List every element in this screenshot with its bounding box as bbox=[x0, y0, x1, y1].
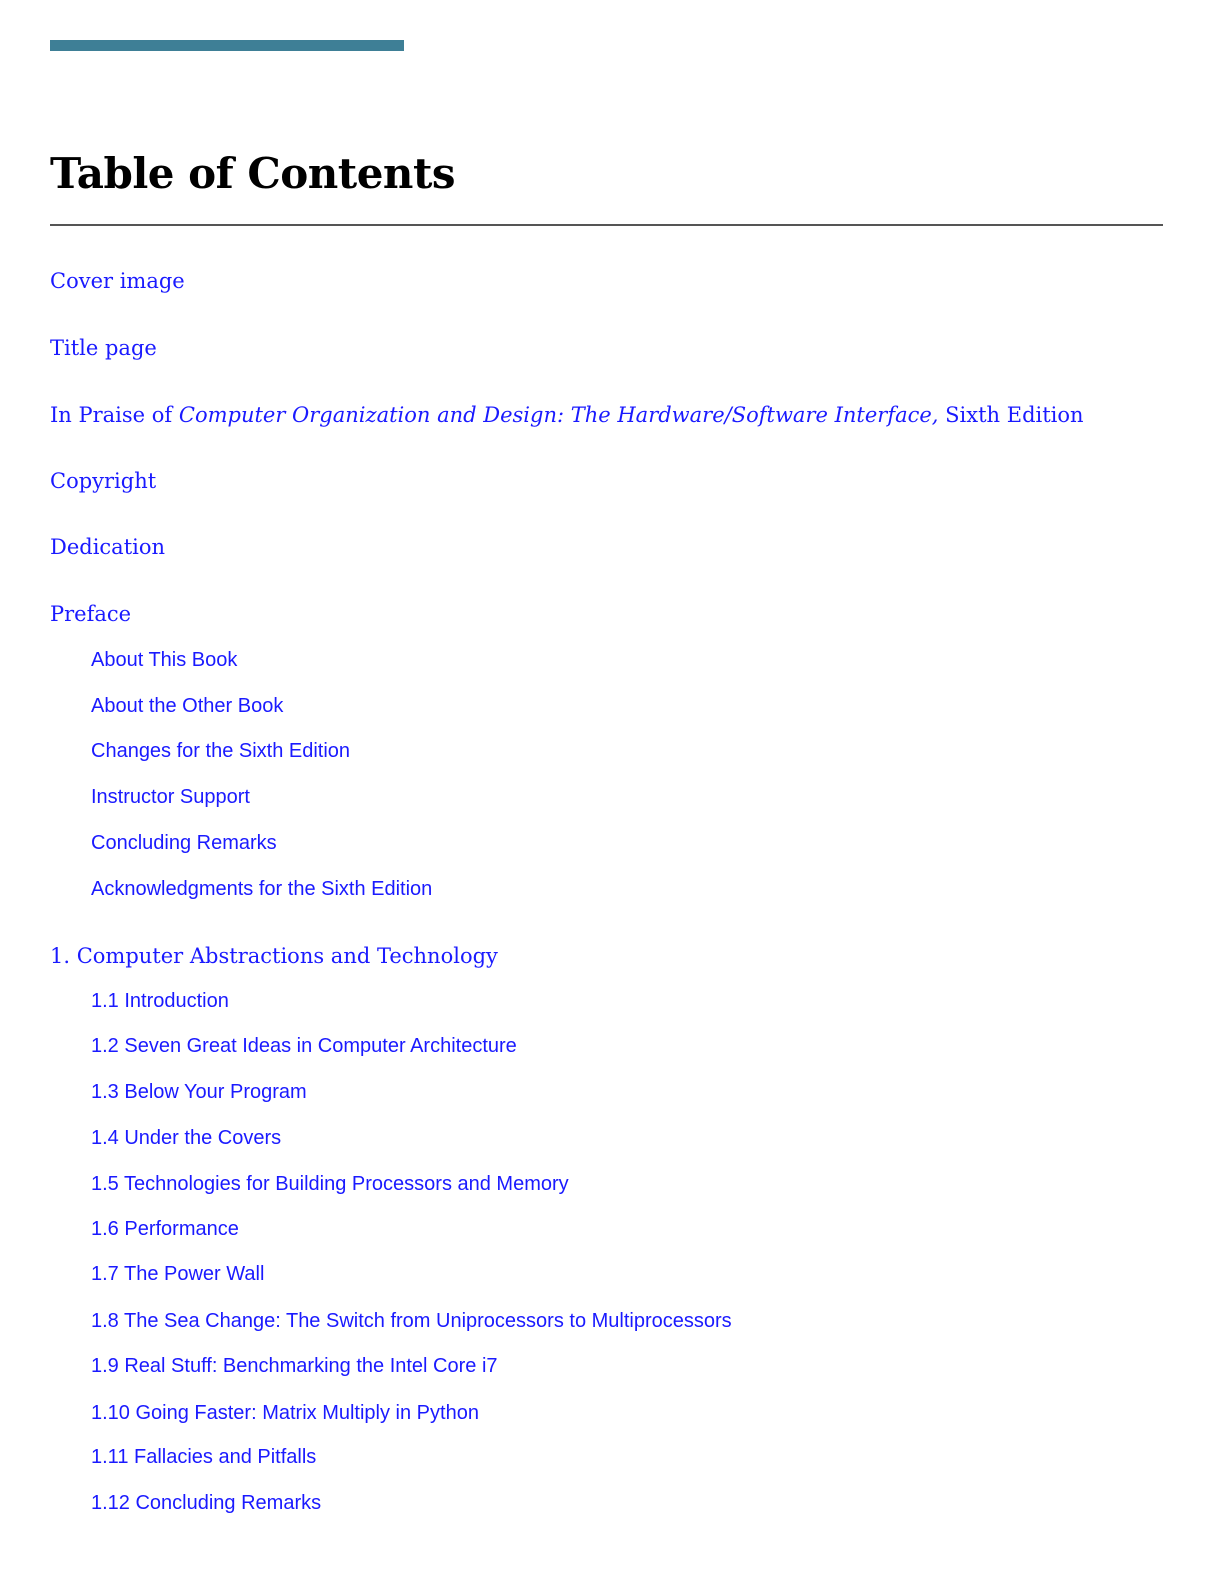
toc-link-in-praise-prefix: In Praise of bbox=[50, 403, 179, 427]
page-title: Table of Contents bbox=[50, 149, 455, 198]
toc-link-about-the-other-book[interactable]: About the Other Book bbox=[91, 695, 284, 717]
toc-link-1-2[interactable]: 1.2 Seven Great Ideas in Computer Architecture bbox=[91, 1035, 517, 1057]
toc-link-1-11[interactable]: 1.11 Fallacies and Pitfalls bbox=[91, 1446, 317, 1468]
toc-link-concluding-remarks-preface[interactable]: Concluding Remarks bbox=[91, 832, 277, 854]
toc-link-changes-sixth-edition[interactable]: Changes for the Sixth Edition bbox=[91, 740, 351, 762]
toc-link-1-3[interactable]: 1.3 Below Your Program bbox=[91, 1081, 307, 1103]
toc-link-1-5[interactable]: 1.5 Technologies for Building Processors and Memory bbox=[91, 1173, 569, 1195]
toc-link-preface[interactable]: Preface bbox=[50, 602, 132, 626]
toc-link-1-4[interactable]: 1.4 Under the Covers bbox=[91, 1127, 282, 1149]
toc-link-in-praise-suffix: Sixth Edition bbox=[938, 403, 1084, 427]
toc-link-in-praise-book-title: Computer Organization and Design: The Hardware/Software Interface, bbox=[178, 403, 939, 427]
toc-link-1-9[interactable]: 1.9 Real Stuff: Benchmarking the Intel Core i7 bbox=[91, 1355, 498, 1377]
toc-link-copyright[interactable]: Copyright bbox=[50, 469, 157, 493]
toc-link-1-1[interactable]: 1.1 Introduction bbox=[91, 990, 229, 1012]
toc-link-1-6[interactable]: 1.6 Performance bbox=[91, 1218, 239, 1240]
toc-link-1-10[interactable]: 1.10 Going Faster: Matrix Multiply in Python bbox=[91, 1402, 479, 1424]
toc-link-chapter-1[interactable]: 1. Computer Abstractions and Technology bbox=[50, 944, 498, 968]
toc-link-1-8[interactable]: 1.8 The Sea Change: The Switch from Uniprocessors to Multiprocessors bbox=[91, 1310, 732, 1332]
header-accent-bar bbox=[50, 40, 404, 51]
title-divider bbox=[50, 224, 1163, 226]
toc-link-acknowledgments[interactable]: Acknowledgments for the Sixth Edition bbox=[91, 878, 433, 900]
toc-link-cover-image[interactable]: Cover image bbox=[50, 269, 185, 293]
toc-link-instructor-support[interactable]: Instructor Support bbox=[91, 786, 250, 808]
toc-link-1-7[interactable]: 1.7 The Power Wall bbox=[91, 1263, 265, 1285]
toc-link-1-12[interactable]: 1.12 Concluding Remarks bbox=[91, 1492, 322, 1514]
toc-link-dedication[interactable]: Dedication bbox=[50, 535, 166, 559]
toc-link-in-praise-of[interactable] bbox=[50, 405, 1084, 426]
toc-link-about-this-book[interactable]: About This Book bbox=[91, 649, 238, 671]
toc-link-title-page[interactable]: Title page bbox=[50, 336, 157, 360]
